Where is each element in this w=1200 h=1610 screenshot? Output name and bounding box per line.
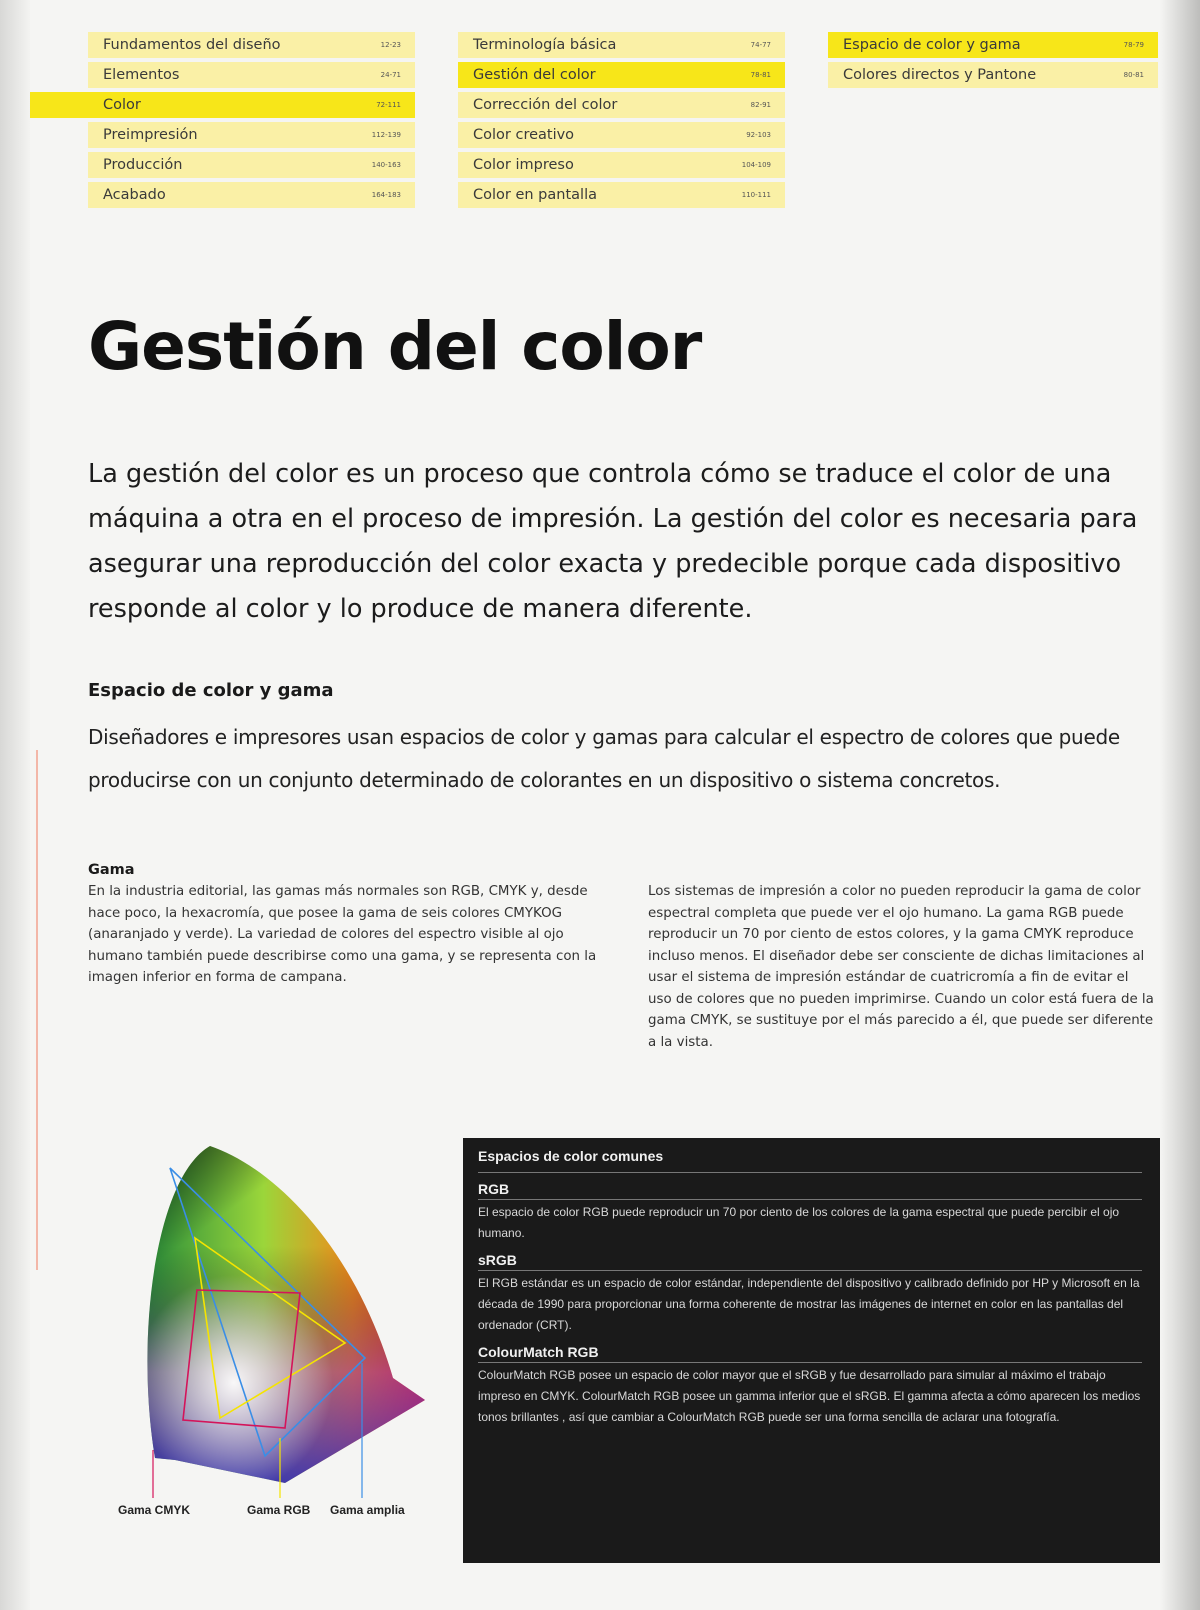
nav-item-elementos[interactable] <box>88 62 415 88</box>
nav-item-label: Color en pantalla <box>473 187 597 203</box>
page-edge-mark <box>36 750 38 1270</box>
box-item-srgb-name: sRGB <box>478 1252 1142 1271</box>
nav-item-pages: 92-103 <box>746 131 771 139</box>
gamut-label-rgb: Gama RGB <box>247 1503 311 1517</box>
nav-item-label: Espacio de color y gama <box>843 37 1021 53</box>
box-item-colourmatch-text: ColourMatch RGB posee un espacio de color mayor que el sRGB y fue desarrollado para simular al máximo el trabajo impreso en CMYK. ColourMatch RGB posee un gamma inferior que el sRGB. El gamma afecta a cómo aparecen los medios tonos brillantes , así que cambiar a ColourMatch RGB puede ser una forma sencilla de aclarar una fotografía. <box>478 1368 1141 1424</box>
gamut-label-wide: Gama amplia <box>330 1503 405 1517</box>
nav-item-pages: 80-81 <box>1123 71 1144 79</box>
nav-item-label: Preimpresión <box>103 127 198 143</box>
section-lead: Diseñadores e impresores usan espacios de color y gamas para calcular el espectro de colores que puede producirse con un conjunto determinado de colorantes en un dispositivo o sistema concretos. <box>88 725 1120 792</box>
nav-item-label: Elementos <box>103 67 180 83</box>
nav-item-pages: 72-111 <box>376 101 401 109</box>
nav-item-pages: 78-81 <box>750 71 771 79</box>
nav-item-pages: 24-71 <box>380 71 401 79</box>
nav-item-gestion[interactable] <box>458 62 785 88</box>
nav-item-pantalla[interactable] <box>458 182 785 208</box>
nav-item-correccion[interactable] <box>458 92 785 118</box>
nav-item-label: Color impreso <box>473 157 574 173</box>
nav-item-label: Acabado <box>103 187 166 203</box>
nav-item-label: Producción <box>103 157 183 173</box>
gama-heading: Gama <box>88 862 135 878</box>
nav-item-impreso[interactable] <box>458 152 785 178</box>
box-item-colourmatch-name: ColourMatch RGB <box>478 1344 1142 1363</box>
nav-item-label: Corrección del color <box>473 97 618 113</box>
gama-column-1: En la industria editorial, las gamas más normales son RGB, CMYK y, desde hace poco, la hexacromía, que posee la gama de seis colores CMYKOG (anaranjado y verde). La variedad de colores del espectro visible al ojo humano también puede describirse como una gama, y se representa con la imagen inferior en forma de campana. <box>88 884 597 985</box>
nav-item-pages: 140-163 <box>371 161 401 169</box>
nav-item-fundamentos[interactable] <box>88 32 415 58</box>
nav-item-label: Color creativo <box>473 127 575 143</box>
page-gutter-shadow <box>0 0 30 1610</box>
nav-item-pages: 112-139 <box>371 131 401 139</box>
section-heading: Espacio de color y gama <box>88 680 334 701</box>
nav-item-pages: 110-111 <box>741 191 771 199</box>
nav-column-chapter <box>458 32 785 212</box>
nav-item-label: Color <box>103 97 141 113</box>
nav-item-creativo[interactable] <box>458 122 785 148</box>
box-item-rgb-text: El espacio de color RGB puede reproducir un 70 por ciento de los colores de la gama espectral que puede percibir el ojo humano. <box>478 1205 1120 1240</box>
nav-item-preimpresion[interactable] <box>88 122 415 148</box>
box-item-rgb-name: RGB <box>478 1181 1142 1200</box>
nav-item-pages: 78-79 <box>1123 41 1144 49</box>
nav-item-acabado[interactable] <box>88 182 415 208</box>
intro-paragraph: La gestión del color es un proceso que controla cómo se traduce el color de una máquina a otra en el proceso de impresión. La gestión del color es necesaria para asegurar una reproducción del color exacta y predecible porque cada dispositivo responde al color y lo produce de manera diferente. <box>88 459 1138 624</box>
nav-item-pages: 104-109 <box>741 161 771 169</box>
nav-item-produccion[interactable] <box>88 152 415 178</box>
nav-item-label: Fundamentos del diseño <box>103 37 281 53</box>
nav-item-terminologia[interactable] <box>458 32 785 58</box>
nav-item-label: Terminología básica <box>473 37 617 53</box>
gama-column-2: Los sistemas de impresión a color no pueden reproducir la gama de color espectral completa que puede ver el ojo humano. La gama RGB puede reproducir un 70 por ciento de estos colores, y la gama CMYK reproduce incluso menos. El diseñador debe ser consciente de dichas limitaciones al usar el sistema de impresión estándar de cuatricromía a fin de evitar el uso de colores que no pueden imprimirse. Cuando un color está fuera de la gama CMYK, se sustituye por el más parecido a él, que puede ser diferente a la vista. <box>648 884 1154 1050</box>
nav-item-label: Gestión del color <box>473 67 596 83</box>
gamut-diagram <box>115 1138 445 1548</box>
nav-item-pages: 82-91 <box>750 101 771 109</box>
color-spaces-box <box>463 1138 1160 1563</box>
nav-item-pantone[interactable] <box>828 62 1158 88</box>
box-title: Espacios de color comunes <box>478 1148 1142 1173</box>
page-title: Gestión del color <box>88 308 702 385</box>
nav-item-pages: 164-183 <box>371 191 401 199</box>
nav-item-pages: 74-77 <box>750 41 771 49</box>
nav-item-color[interactable] <box>30 92 415 118</box>
nav-item-espacio[interactable] <box>828 32 1158 58</box>
nav-item-pages: 12-23 <box>380 41 401 49</box>
gamut-label-cmyk: Gama CMYK <box>118 1503 191 1517</box>
nav-column-topic <box>828 32 1158 92</box>
box-item-srgb-text: El RGB estándar es un espacio de color estándar, independiente del dispositivo y calibrado definido por HP y Microsoft en la década de 1990 para proporcionar una forma coherente de mostrar las imágenes de internet en color en las pantallas del ordenador (CRT). <box>478 1276 1140 1332</box>
nav-item-label: Colores directos y Pantone <box>843 67 1037 83</box>
page-edge-shadow <box>1160 0 1200 1610</box>
nav-column-sections <box>88 32 415 212</box>
